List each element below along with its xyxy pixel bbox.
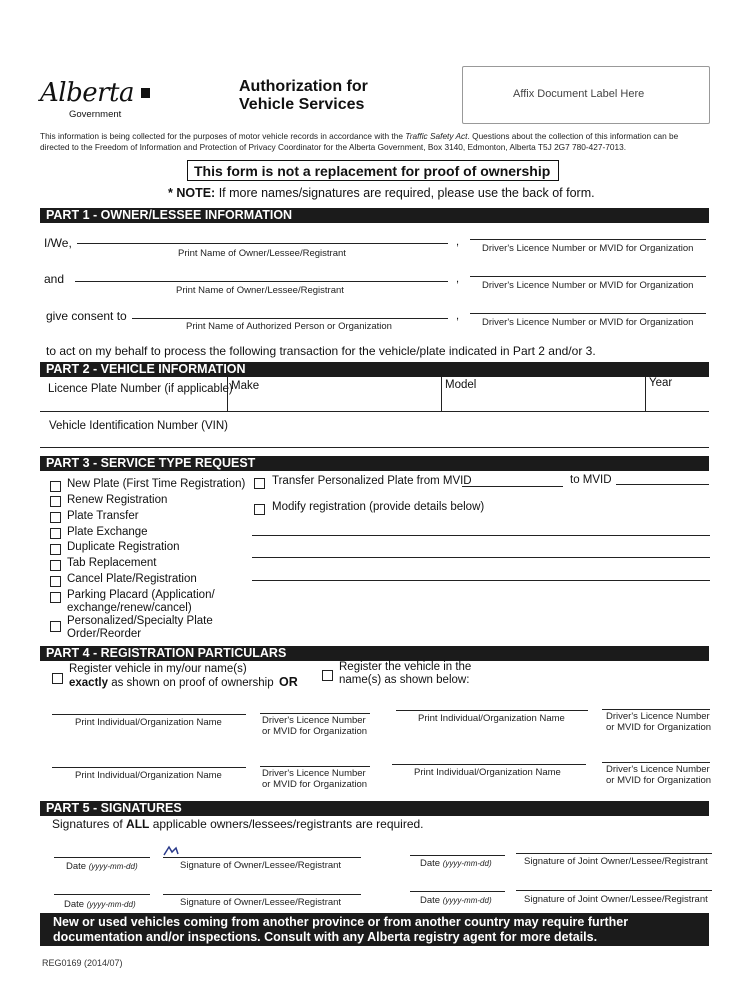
proof-notice-box (187, 160, 559, 181)
part3-heading: PART 3 - SERVICE TYPE REQUEST (40, 456, 709, 471)
register-exact-label-2 (69, 677, 274, 689)
licence-caption-2: Driver's Licence Number or MVID for Organization (482, 280, 694, 291)
licence-field-1[interactable] (470, 239, 706, 240)
date-format-1: (yyyy-mm-dd) (88, 862, 138, 871)
part5-heading: PART 5 - SIGNATURES (40, 801, 709, 816)
cancel-plate-checkbox[interactable] (50, 576, 61, 587)
reg-name-field-3[interactable] (52, 767, 246, 768)
form-title-line2: Vehicle Services (239, 96, 365, 113)
reg-licence-caption-1a: Driver's Licence Number (262, 715, 366, 726)
make-label[interactable]: Make (231, 380, 260, 392)
reg-licence-caption-3b: or MVID for Organization (262, 779, 368, 790)
comma-2: , (456, 273, 460, 285)
register-below-label-2: name(s) as shown below: (339, 674, 470, 686)
joint-signature-field-1[interactable] (516, 853, 712, 854)
note-label: * NOTE: (168, 186, 216, 200)
plate-exchange-label: Plate Exchange (67, 526, 148, 538)
date-caption-1 (66, 861, 138, 872)
modify-registration-label: Modify registration (provide details below) (272, 501, 485, 513)
privacy-text-b: . Questions about the collection of this information can be (467, 131, 679, 141)
date-word-4: Date (420, 895, 443, 906)
transfer-personalized-checkbox[interactable] (254, 478, 265, 489)
reg-licence-field-1[interactable] (260, 713, 370, 714)
note-text: If more names/signatures are required, please use the back of form. (215, 186, 595, 200)
proof-notice-text: This form is not a replacement for proof of ownership (194, 163, 551, 179)
to-mvid-label: to MVID (570, 474, 612, 486)
plate-transfer-checkbox[interactable] (50, 512, 61, 523)
part5-intro-b: applicable owners/lessees/registrants are required. (149, 817, 424, 831)
owner-signature-caption-1: Signature of Owner/Lessee/Registrant (180, 860, 342, 871)
exactly-bold: exactly (69, 677, 109, 689)
date-field-1[interactable] (54, 857, 150, 858)
reg-licence-caption-4a: Driver's Licence Number (606, 764, 710, 775)
part1-closing: to act on my behalf to process the following transaction for the vehicle/plate indicated in Part 2 and/or 3. (46, 344, 596, 358)
part1-heading: PART 1 - OWNER/LESSEE INFORMATION (40, 208, 709, 223)
reg-name-field-4[interactable] (392, 764, 586, 765)
comma-1: , (456, 236, 460, 248)
cancel-plate-label: Cancel Plate/Registration (67, 573, 197, 585)
privacy-text-a: This information is being collected for the purposes of motor vehicle records in accordance with the (40, 131, 406, 141)
owner-name-caption-1: Print Name of Owner/Lessee/Registrant (178, 248, 346, 259)
licence-field-3[interactable] (470, 313, 706, 314)
reg-name-field-1[interactable] (52, 714, 246, 715)
joint-signature-caption-2: Signature of Joint Owner/Lessee/Registrant (524, 894, 708, 905)
part2-heading: PART 2 - VEHICLE INFORMATION (40, 362, 709, 377)
privacy-notice-line1 (40, 131, 678, 141)
part1-consent-label: give consent to (46, 309, 127, 323)
reg-licence-field-3[interactable] (260, 766, 370, 767)
parking-placard-label-2: exchange/renew/cancel) (67, 602, 192, 614)
reg-licence-caption-4b: or MVID for Organization (606, 775, 712, 786)
form-id: REG0169 (2014/07) (42, 958, 123, 968)
affix-label-box (462, 66, 710, 124)
date-word-2: Date (420, 858, 443, 869)
date-field-3[interactable] (54, 894, 150, 895)
register-exact-checkbox[interactable] (52, 673, 63, 684)
note-line (168, 186, 595, 200)
reg-name-caption-1: Print Individual/Organization Name (75, 717, 222, 728)
part5-intro-all: ALL (126, 817, 150, 831)
modify-details-line-1[interactable] (252, 535, 710, 536)
owner-signature-field-1[interactable] (163, 857, 361, 858)
specialty-plate-label-2: Order/Reorder (67, 628, 142, 640)
logo-word: Alberta (40, 78, 134, 108)
renew-registration-checkbox[interactable] (50, 496, 61, 507)
owner-name-field-1[interactable] (77, 243, 448, 244)
affix-label-text: Affix Document Label Here (513, 88, 645, 100)
tab-replacement-checkbox[interactable] (50, 560, 61, 571)
register-below-checkbox[interactable] (322, 670, 333, 681)
part2-divider-3 (645, 377, 646, 411)
authorized-name-caption: Print Name of Authorized Person or Organization (186, 321, 392, 332)
date-caption-3 (64, 899, 136, 910)
alberta-logo (40, 78, 160, 122)
privacy-notice-line2: directed to the Freedom of Information and Protection of Privacy Coordinator for the Alberta Government, Box 3140, Edmonton, Alberta T5J 2G7 780-427-7013. (40, 142, 627, 152)
reg-licence-caption-2a: Driver's Licence Number (606, 711, 710, 722)
footer-banner-line2: documentation and/or inspections. Consult with any Alberta registry agent for more details. (53, 930, 598, 944)
licence-caption-1: Driver's Licence Number or MVID for Organization (482, 243, 694, 254)
reg-name-caption-3: Print Individual/Organization Name (75, 770, 222, 781)
date-field-4[interactable] (410, 891, 505, 892)
parking-placard-checkbox[interactable] (50, 592, 61, 603)
reg-name-field-2[interactable] (396, 710, 588, 711)
part2-bottom (40, 447, 709, 448)
date-format-4: (yyyy-mm-dd) (442, 896, 492, 905)
new-plate-checkbox[interactable] (50, 481, 61, 492)
from-mvid-field[interactable] (462, 486, 563, 487)
reg-name-caption-2: Print Individual/Organization Name (418, 713, 565, 724)
part1-iwe-label: I/We, (44, 236, 72, 250)
model-label[interactable]: Model (445, 379, 477, 391)
modify-details-line-2[interactable] (252, 557, 710, 558)
date-caption-2 (420, 858, 492, 869)
reg-licence-caption-2b: or MVID for Organization (606, 722, 712, 733)
part2-row-divider (40, 411, 709, 412)
date-word-3: Date (64, 899, 87, 910)
joint-signature-caption-1: Signature of Joint Owner/Lessee/Registrant (524, 856, 708, 867)
register-exact-rest: as shown on proof of ownership (108, 677, 274, 689)
reg-licence-caption-3a: Driver's Licence Number (262, 768, 366, 779)
plate-exchange-checkbox[interactable] (50, 528, 61, 539)
licence-field-2[interactable] (470, 276, 706, 277)
authorized-name-field[interactable] (132, 318, 448, 319)
specialty-plate-checkbox[interactable] (50, 621, 61, 632)
register-below-label-1: Register the vehicle in the (339, 661, 472, 673)
part5-intro-a: Signatures of (52, 817, 127, 831)
date-format-3: (yyyy-mm-dd) (86, 900, 136, 909)
licence-caption-3: Driver's Licence Number or MVID for Organization (482, 317, 694, 328)
or-label: OR (279, 675, 298, 689)
specialty-plate-label-1: Personalized/Specialty Plate (67, 615, 213, 627)
to-mvid-field[interactable] (616, 484, 709, 485)
date-field-2[interactable] (410, 855, 505, 856)
owner-signature-field-2[interactable] (163, 894, 361, 895)
plate-transfer-label: Plate Transfer (67, 510, 139, 522)
logo-sub: Government (69, 109, 122, 120)
new-plate-label: New Plate (First Time Registration) (67, 478, 246, 490)
reg-licence-caption-1b: or MVID for Organization (262, 726, 368, 737)
pen-mark-icon (163, 844, 179, 856)
vin-label[interactable]: Vehicle Identification Number (VIN) (49, 420, 228, 432)
tab-replacement-label: Tab Replacement (67, 557, 157, 569)
modify-details-line-3[interactable] (252, 580, 710, 581)
owner-name-field-2[interactable] (75, 281, 448, 282)
reg-name-caption-4: Print Individual/Organization Name (414, 767, 561, 778)
modify-registration-checkbox[interactable] (254, 504, 265, 515)
date-word-1: Date (66, 861, 89, 872)
transfer-personalized-label: Transfer Personalized Plate from MVID (272, 475, 472, 487)
reg-licence-field-2[interactable] (602, 709, 710, 710)
year-label[interactable]: Year (649, 377, 673, 389)
logo-flag-icon (141, 88, 150, 98)
footer-banner (40, 913, 709, 946)
date-caption-4 (420, 895, 492, 906)
joint-signature-field-2[interactable] (516, 890, 712, 891)
part4-heading: PART 4 - REGISTRATION PARTICULARS (40, 646, 709, 661)
renew-registration-label: Renew Registration (67, 494, 168, 506)
reg-licence-field-4[interactable] (602, 762, 710, 763)
act-name: Traffic Safety Act (405, 131, 468, 141)
register-exact-label-1: Register vehicle in my/our name(s) (69, 663, 247, 675)
duplicate-registration-label: Duplicate Registration (67, 541, 180, 553)
owner-name-caption-2: Print Name of Owner/Lessee/Registrant (176, 285, 344, 296)
form-title-line1: Authorization for (239, 78, 368, 95)
footer-banner-line1: New or used vehicles coming from another province or from another country may require further (53, 915, 629, 929)
owner-signature-caption-2: Signature of Owner/Lessee/Registrant (180, 897, 342, 908)
part2-divider-2 (441, 377, 442, 411)
comma-3: , (456, 310, 460, 322)
parking-placard-label-1: Parking Placard (Application/ (67, 589, 215, 601)
date-format-2: (yyyy-mm-dd) (442, 859, 492, 868)
plate-label[interactable]: Licence Plate Number (if applicable) (48, 383, 233, 395)
duplicate-registration-checkbox[interactable] (50, 544, 61, 555)
part5-intro (52, 817, 424, 831)
part1-and-label: and (44, 272, 65, 286)
